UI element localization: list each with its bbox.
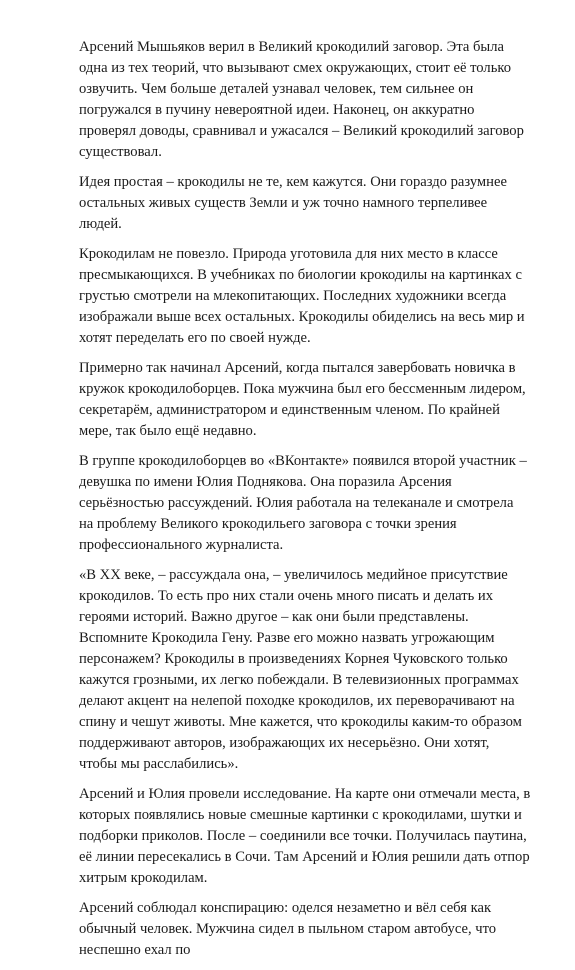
paragraph-4: Примерно так начинал Арсений, когда пытался завербовать новичка в кружок крокодилоборцев. Пока мужчина был его бессменным лидером, секретарём, администратором и единственным членом. По крайней мере, так было ещё недавно. xyxy=(79,360,526,439)
paragraph-7: Арсений и Юлия провели исследование. На карте они отмечали места, в которых появлялись новые смешные картинки с крокодилами, шутки и подборки приколов. После – соединили все точки. Получилась паутина, её линии пересекались в Сочи. Там Арсений и Юлия решили дать отпор хитрым крокодилам. xyxy=(79,786,531,886)
paragraph-6: «В XX веке, – рассуждала она, – увеличилось медийное присутствие крокодилов. То есть про них стали очень много писать и делать их героями историй. Важно другое – как они были представлены. Вспомните Крокодила Гену. Разве его можно назвать угрожающим персонажем? Крокодилы в произведениях Корнея Чуковского только кажутся грозными, их легко побеждали. В телевизионных программах делают акцент на нелепой походке крокодилов, их переворачивают на спину и чешут животы. Мне кажется, что крокодилы каким-то образом поддерживают авторов, изображающих их несерьёзно. Они хотят, чтобы мы расслабились». xyxy=(79,567,522,772)
document-body xyxy=(79,37,531,970)
paragraph-1: Арсений Мышьяков верил в Великий крокодилий заговор. Эта была одна из тех теорий, что вызывают смех окружающих, стоит её только озвучить. Чем больше деталей узнавал человек, тем сильнее он погружался в пучину невероятной идеи. Наконец, он аккуратно проверял доводы, сравнивал и ужасался – Великий крокодилий заговор существовал. xyxy=(79,39,524,160)
paragraph-3: Крокодилам не повезло. Природа уготовила для них место в классе пресмыкающихся. В учебниках по биологии крокодилы на картинках с грустью смотрели на млекопитающих. Последних художники всегда изображали выше всех остальных. Крокодилы обиделись на весь мир и хотят переделать его по своей нужде. xyxy=(79,246,525,346)
paragraph-5: В группе крокодилоборцев во «ВКонтакте» появился второй участник – девушка по имени Юлия Поднякова. Она поразила Арсения серьёзностью рассуждений. Юлия работала на телеканале и смотрела на проблему Великого крокодильего заговора с точки зрения профессионального журналиста. xyxy=(79,453,527,553)
paragraph-2: Идея простая – крокодилы не те, кем кажутся. Они гораздо разумнее остальных живых существ Земли и уж точно намного терпеливее людей. xyxy=(79,174,507,232)
paragraph-8: Арсений соблюдал конспирацию: оделся незаметно и вёл себя как обычный человек. Мужчина сидел в пыльном старом автобусе, что неспешно ехал по xyxy=(79,900,497,958)
